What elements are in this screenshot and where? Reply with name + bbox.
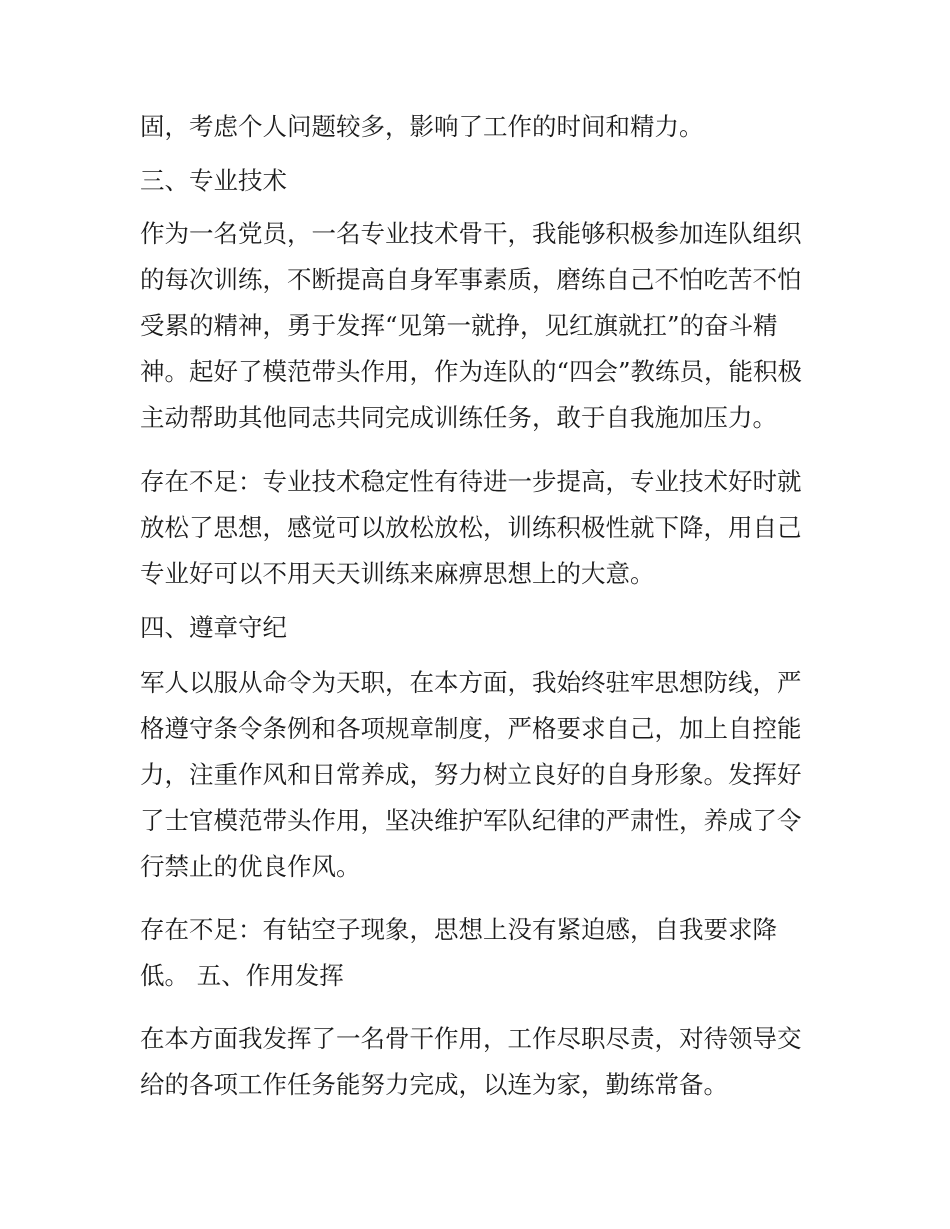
section-heading: 四、遵章守纪 <box>140 613 287 642</box>
text-line: 专业好可以不用天天训练来麻痹思想上的大意。 <box>140 559 655 588</box>
text-line: 力，注重作风和日常养成，努力树立良好的自身形象。发挥好 <box>140 760 802 789</box>
text-line: 了士官模范带头作用，坚决维护军队纪律的严肃性，养成了令 <box>140 806 802 835</box>
text-line: 作为一名党员，一名专业技术骨干，我能够积极参加连队组织 <box>140 219 802 248</box>
text-line: 军人以服从命令为天职，在本方面，我始终驻牢思想防线，严 <box>140 668 802 697</box>
text-line: 格遵守条令条例和各项规章制度，严格要求自己，加上自控能 <box>140 714 802 743</box>
text-line: 的每次训练，不断提高自身军事素质，磨练自己不怕吃苦不怕 <box>140 265 802 294</box>
text-line: 低。 五、作用发挥 <box>140 961 344 990</box>
text-line: 存在不足：专业技术稳定性有待进一步提高，专业技术好时就 <box>140 467 802 496</box>
text-line: 在本方面我发挥了一名骨干作用，工作尽职尽责，对待领导交 <box>140 1024 802 1053</box>
text-line: 固，考虑个人问题较多，影响了工作的时间和精力。 <box>140 112 704 141</box>
text-line: 给的各项工作任务能努力完成，以连为家，勤练常备。 <box>140 1070 728 1099</box>
text-line: 主动帮助其他同志共同完成训练任务，敢于自我施加压力。 <box>140 403 777 432</box>
text-line: 行禁止的优良作风。 <box>140 852 361 881</box>
text-line: 放松了思想，感觉可以放松放松，训练积极性就下降，用自己 <box>140 513 802 542</box>
text-line: 神。起好了模范带头作用，作为连队的“四会”教练员，能积极 <box>140 357 803 386</box>
text-line: 受累的精神，勇于发挥“见第一就挣，见红旗就扛”的奋斗精 <box>140 311 778 340</box>
section-heading: 三、专业技术 <box>140 166 287 195</box>
text-line: 存在不足：有钻空子现象，思想上没有紧迫感，自我要求降 <box>140 915 777 944</box>
